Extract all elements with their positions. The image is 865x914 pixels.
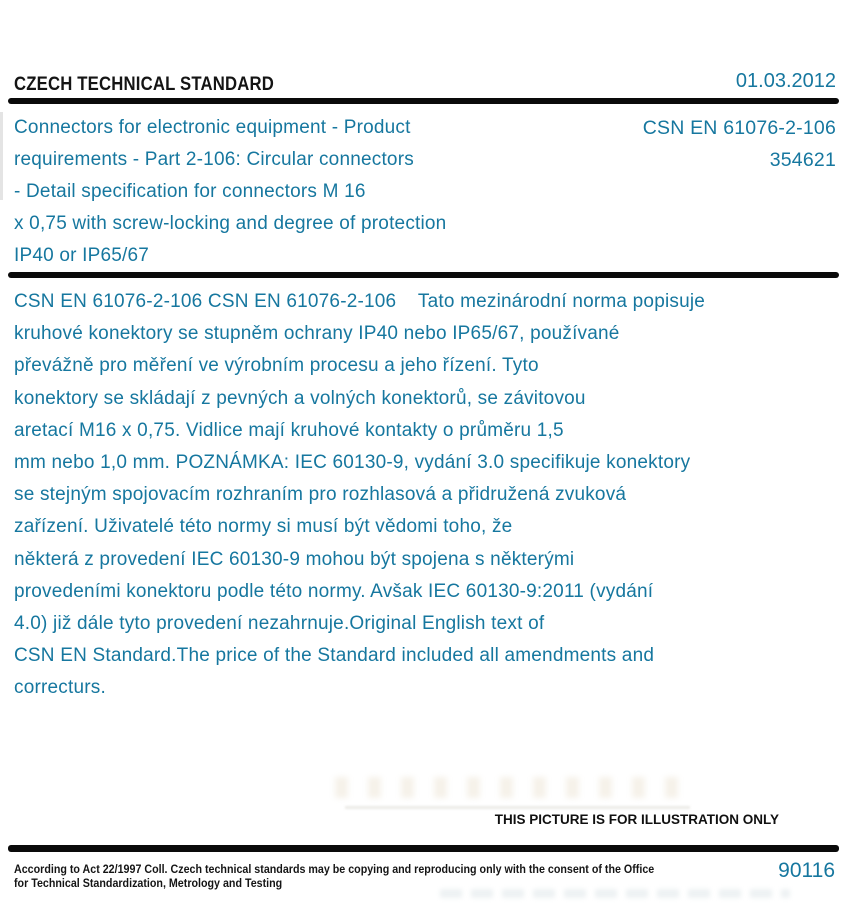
abstract-line: se stejným spojovacím rozhraním pro rozhlasová a přidružená zvuková	[14, 484, 627, 506]
standard-designation: CSN EN 61076-2-106	[642, 117, 836, 139]
abstract-line: correcturs.	[14, 677, 106, 699]
abstract-line: provedeními konektoru podle této normy. Avšak IEC 60130-9:2011 (vydání	[14, 580, 654, 602]
abstract-line: mm nebo 1,0 mm. POZNÁMKA: IEC 60130-9, vydání 3.0 specifikuje konektory	[14, 452, 691, 474]
header-rule	[8, 98, 839, 104]
abstract-line: CSN EN Standard.The price of the Standard included all amendments and	[14, 645, 655, 667]
title-block-edge-mark	[0, 112, 3, 200]
footer-code: 90116	[778, 859, 835, 882]
abstract-line: kruhové konektory se stupněm ochrany IP40 nebo IP65/67, používané	[14, 323, 620, 345]
footer-rule	[8, 845, 839, 852]
copyright-line: According to Act 22/1997 Coll. Czech technical standards may be copying and reproducing only with the consent of the Office	[14, 864, 655, 876]
illustration-caption: THIS PICTURE IS FOR ILLUSTRATION ONLY	[494, 812, 779, 827]
abstract-line: CSN EN 61076-2-106 CSN EN 61076-2-106 Tato mezinárodní norma popisuje	[14, 291, 706, 312]
page-title: CZECH TECHNICAL STANDARD	[14, 74, 274, 95]
abstract-line: zařízení. Uživatelé této normy si musí být vědomi toho, že	[14, 516, 513, 538]
standard-title-line: requirements - Part 2-106: Circular connectors	[14, 149, 414, 170]
abstract-line: aretací M16 x 0,75. Vidlice mají kruhové kontakty o průměru 1,5	[14, 419, 564, 441]
document-numbers	[643, 112, 836, 176]
issue-date: 01.03.2012	[735, 70, 836, 92]
copyright-notice	[14, 864, 654, 891]
faint-watermark	[440, 889, 790, 898]
standard-title	[14, 112, 574, 272]
catalog-number: 354621	[769, 149, 836, 171]
standard-title-line: Connectors for electronic equipment - Product	[14, 117, 411, 138]
abstract-line: konektory se skládají z pevných a volných konektorů, se závitovou	[14, 387, 586, 409]
title-rule	[8, 272, 839, 278]
abstract-text	[14, 286, 834, 705]
faded-illustration	[335, 777, 695, 798]
standard-title-line: x 0,75 with screw-locking and degree of protection	[14, 213, 447, 234]
standard-title-line: - Detail specification for connectors M 16	[14, 181, 366, 202]
abstract-line: převážně pro měření ve výrobním procesu a jeho řízení. Tyto	[14, 355, 539, 377]
copyright-line: for Technical Standardization, Metrology and Testing	[14, 877, 283, 890]
abstract-line: 4.0) již dále tyto provedení nezahrnuje.Original English text of	[14, 613, 545, 635]
abstract-line: některá z provedení IEC 60130-9 mohou být spojena s některými	[14, 548, 575, 570]
faded-illustration-line	[345, 806, 690, 809]
standard-title-line: IP40 or IP65/67	[14, 245, 150, 266]
